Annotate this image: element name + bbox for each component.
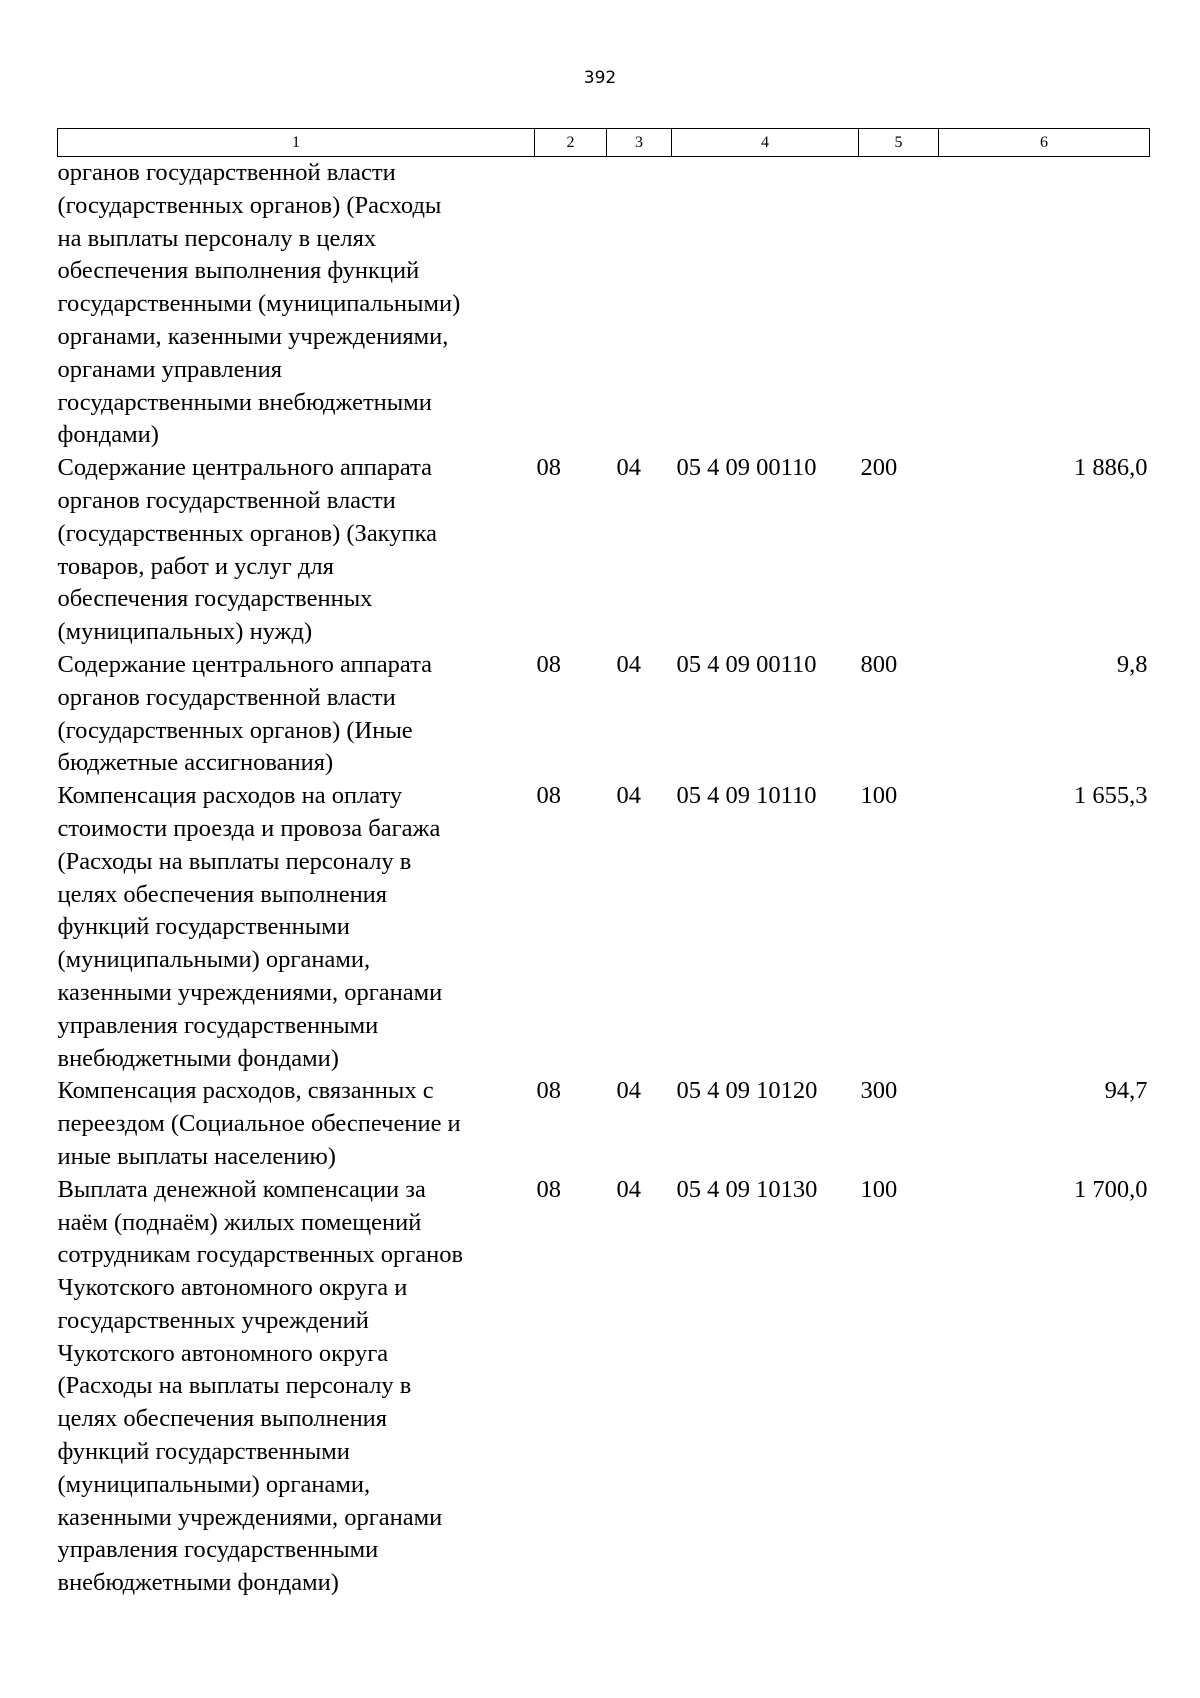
- expense-name-line: (государственных органов) (Закупка: [57, 519, 438, 547]
- expense-name-cell: [58, 452, 535, 649]
- section-cell: 08: [536, 782, 561, 810]
- column-header-target-article: 4: [672, 129, 859, 157]
- subsection-cell: 04: [616, 782, 641, 810]
- expense-name-line: целях обеспечения выполнения: [57, 1405, 388, 1433]
- expense-type-cell: 100: [860, 782, 898, 810]
- column-header-name: 1: [58, 129, 535, 157]
- expense-name-cell: [58, 780, 535, 1075]
- expense-name-line: целях обеспечения выполнения: [57, 880, 388, 908]
- target-article-cell: [672, 157, 859, 453]
- expense-name-line: бюджетные ассигнования): [57, 749, 334, 777]
- table-body: [58, 157, 1150, 1601]
- expense-type-cell: 800: [860, 650, 898, 678]
- expense-name-line: фондами): [57, 421, 159, 449]
- table-header: [58, 129, 1150, 157]
- target-article-cell: 05 4 09 10130: [676, 1175, 818, 1203]
- expense-name-line: Выплата денежной компенсации за: [57, 1175, 426, 1203]
- header-row: [58, 129, 1150, 157]
- expense-name-line: обеспечения выполнения функций: [57, 257, 420, 285]
- expense-name-line: функций государственными: [57, 1438, 350, 1466]
- table-row: [58, 1075, 1150, 1173]
- expense-name-line: государственных учреждений: [57, 1306, 369, 1334]
- amount-cell: 1 655,3: [1074, 782, 1148, 810]
- table-row: [58, 1174, 1150, 1600]
- expense-name-line: управления государственными: [57, 1536, 379, 1564]
- section-cell: 08: [536, 454, 561, 482]
- table-row: [58, 157, 1150, 453]
- table-row: [58, 780, 1150, 1075]
- expense-name-line: (муниципальных) нужд): [57, 618, 313, 646]
- expense-name-line: на выплаты персоналу в целях: [57, 224, 377, 252]
- expense-name-line: органов государственной власти: [57, 159, 396, 186]
- expense-name-line: управления государственными: [57, 1011, 379, 1039]
- expense-type-cell: [859, 157, 939, 453]
- expense-name-line: государственными внебюджетными: [57, 388, 432, 416]
- page-number: 392: [583, 68, 617, 88]
- expense-name-line: Компенсация расходов на оплату: [57, 782, 403, 810]
- target-article-cell: 05 4 09 10120: [676, 1077, 818, 1105]
- expense-name-line: (Расходы на выплаты персоналу в: [57, 1372, 412, 1400]
- column-header-subsection: 3: [607, 129, 672, 157]
- column-header-section: 2: [535, 129, 607, 157]
- amount-cell: 9,8: [1116, 650, 1148, 678]
- expense-name-line: функций государственными: [57, 913, 350, 941]
- expense-name-line: казенными учреждениями, органами: [57, 1503, 443, 1531]
- subsection-cell: 04: [616, 454, 641, 482]
- expense-name-line: (муниципальными) органами,: [57, 1470, 371, 1498]
- amount-cell: 1 886,0: [1074, 454, 1148, 482]
- expense-type-cell: 100: [860, 1175, 898, 1203]
- expense-name-line: органов государственной власти: [57, 486, 396, 514]
- expense-name-line: органов государственной власти: [57, 683, 396, 711]
- amount-cell: 94,7: [1104, 1077, 1148, 1105]
- amount-cell: 1 700,0: [1074, 1175, 1148, 1203]
- subsection-cell: 04: [616, 1077, 641, 1105]
- expense-name-line: обеспечения государственных: [57, 585, 373, 613]
- expense-name-line: внебюджетными фондами): [57, 1044, 339, 1072]
- expense-name-line: (государственных органов) (Иные: [57, 716, 413, 744]
- expense-name-line: стоимости проезда и провоза багажа: [57, 814, 441, 842]
- subsection-cell: 04: [616, 1175, 641, 1203]
- expense-name-line: органами управления: [57, 355, 282, 383]
- expense-name-cell: [58, 157, 535, 453]
- expense-name-line: товаров, работ и услуг для: [57, 552, 334, 580]
- expense-name-line: (Расходы на выплаты персоналу в: [57, 847, 412, 875]
- subsection-cell: [607, 157, 672, 453]
- expense-name-line: Компенсация расходов, связанных с: [57, 1077, 434, 1105]
- expense-name-line: государственными (муниципальными): [57, 290, 461, 318]
- expense-name-cell: [58, 1075, 535, 1173]
- target-article-cell: 05 4 09 00110: [676, 454, 817, 482]
- table-row: [58, 649, 1150, 780]
- expense-name-line: Содержание центрального аппарата: [57, 650, 433, 678]
- table-row: [58, 452, 1150, 649]
- column-header-amount: 6: [939, 129, 1150, 157]
- budget-table: [57, 128, 1150, 1600]
- amount-cell: [939, 157, 1150, 453]
- expense-type-cell: 200: [860, 454, 898, 482]
- expense-name-line: Содержание центрального аппарата: [57, 454, 433, 482]
- expense-name-line: казенными учреждениями, органами: [57, 978, 443, 1006]
- section-cell: 08: [536, 1077, 561, 1105]
- expense-type-cell: 300: [860, 1077, 898, 1105]
- expense-name-line: (государственных органов) (Расходы: [57, 191, 442, 219]
- expense-name-line: иные выплаты населению): [57, 1142, 336, 1170]
- column-header-expense-type: 5: [859, 129, 939, 157]
- expense-name-line: сотрудникам государственных органов: [57, 1241, 464, 1269]
- subsection-cell: 04: [616, 650, 641, 678]
- expense-name-line: органами, казенными учреждениями,: [57, 322, 449, 350]
- expense-name-cell: [58, 649, 535, 780]
- section-cell: 08: [536, 650, 561, 678]
- expense-name-line: Чукотского автономного округа и: [57, 1274, 408, 1302]
- section-cell: 08: [536, 1175, 561, 1203]
- expense-name-line: внебюджетными фондами): [57, 1569, 339, 1597]
- expense-name-line: (муниципальными) органами,: [57, 946, 371, 974]
- section-cell: [535, 157, 607, 453]
- expense-name-line: переездом (Социальное обеспечение и: [57, 1110, 461, 1138]
- expense-name-line: Чукотского автономного округа: [57, 1339, 389, 1367]
- expense-name-cell: [58, 1174, 535, 1600]
- expense-name-line: наём (поднаём) жилых помещений: [57, 1208, 422, 1236]
- target-article-cell: 05 4 09 10110: [676, 782, 817, 810]
- target-article-cell: 05 4 09 00110: [676, 650, 817, 678]
